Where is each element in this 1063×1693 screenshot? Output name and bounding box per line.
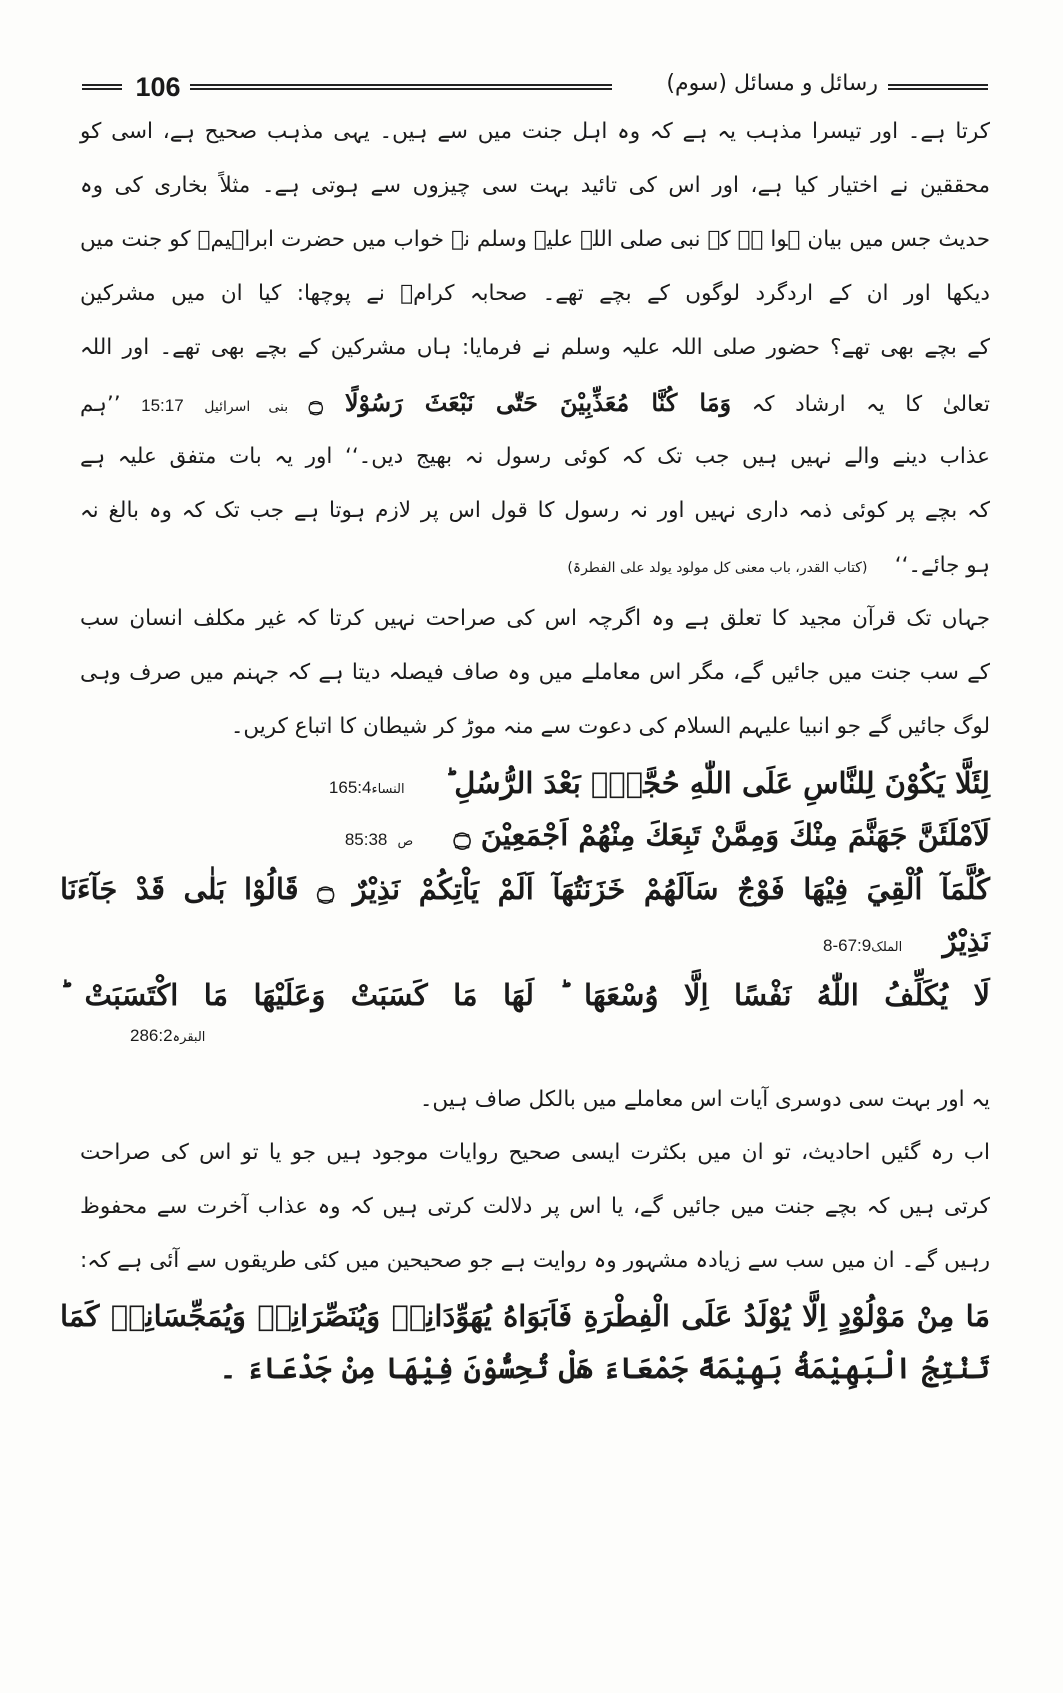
- verse-reference-number: 67:9-8: [822, 936, 872, 955]
- text-line: جہاں تک قرآن مجید کا تعلق ہے وہ اگرچہ اس کی صراحت نہیں کرتا کہ غیر مکلف انسان سب: [80, 606, 990, 631]
- text-line: عذاب دینے والے نہیں ہیں جب تک کہ کوئی رسول نہ بھیج دیں۔‘‘ اور یہ بات متفق علیہ ہے: [80, 444, 990, 469]
- quran-ayah-inline: وَمَا كُنَّا مُعَذِّبِيْنَ حَتّٰى نَبْعَثَ رَسُوْلًا ۝: [308, 388, 732, 417]
- verse-reference: [130, 1026, 205, 1046]
- text-line: حدیث جس میں بیان ہوا ہے کہ نبی صلی اللہ علیہ وسلم نے خواب میں حضرت ابراہیمؑ کو جنت میں: [80, 227, 990, 252]
- line-text: ہو جائے۔‘‘: [894, 553, 990, 578]
- verse-text: لِئَلَّا يَكُوْنَ لِلنَّاسِ عَلَى اللّٰهِ حُجَّةٌۢ بَعْدَ الرُّسُلِ ؕ: [445, 766, 990, 800]
- ayah-reference-number: 15:17: [141, 396, 184, 415]
- header-rule-left: [82, 84, 122, 90]
- text-line: کے بچے بھی تھے؟ حضور صلی اللہ علیہ وسلم نے فرمایا: ہاں مشرکین کے بچے بھی تھے۔ اور اللہ: [80, 335, 990, 360]
- header-rule-middle: [190, 84, 612, 90]
- running-title: رسائل و مسائل (سوم): [666, 71, 878, 96]
- text-line-last: [80, 546, 990, 588]
- verse-reference-surah: النساء: [371, 782, 405, 797]
- verse-text: نَذِيْرٌ: [942, 924, 990, 958]
- text-line: لوگ جائیں گے جو انبیا علیہم السلام کی دعوت سے منہ موڑ کر شیطان کا اتباع کریں۔: [230, 714, 990, 739]
- verse-reference-surah: ص: [397, 834, 414, 849]
- hadith-line: تَنْتِجُ الْبَهِيْمَةُ بَهِيْمَةً جَمْعَاءَ هَلْ تُحِسُّوْنَ فِيْهَا مِنْ جَدْعَاءَ ۔: [219, 1351, 990, 1385]
- verse-reference-number: 286:2: [130, 1026, 173, 1045]
- text-line: یہ اور بہت سی دوسری آیات اس معاملے میں بالکل صاف ہیں۔: [419, 1087, 990, 1112]
- verse-reference-number: 85:38: [344, 830, 388, 849]
- verse-reference-surah: الملک: [871, 940, 903, 955]
- text-line: دیکھا اور ان کے اردگرد لوگوں کے بچے تھے۔ صحابہ کرامؓ نے پوچھا: کیا ان میں مشرکین: [80, 281, 990, 306]
- verse-reference-number: 165:4: [328, 778, 372, 797]
- verse-line: كُلَّمَآ اُلْقِيَ فِيْهَا فَوْجٌ سَاَلَهُمْ خَزَنَتُهَآ اَلَمْ يَاْتِكُمْ نَذِيْرٌ ۝ قَالُوْا بَلٰى قَدْ جَآءَنَا: [60, 872, 990, 906]
- hadith-line: مَا مِنْ مَوْلُوْدٍ اِلَّا يُوْلَدُ عَلَى الْفِطْرَةِ فَاَبَوَاهُ يُهَوِّدَانِهٖ وَيُنَصِّرَانِهٖ وَيُمَجِّسَانِهٖ كَمَا: [60, 1299, 990, 1333]
- verse-line: [560, 918, 990, 971]
- text-line: کے سب جنت میں جائیں گے، مگر اس معاملے میں وہ صاف فیصلہ دیتا ہے کہ جہنم میں صرف وہی: [80, 660, 990, 685]
- text-line-with-ayah: [80, 383, 990, 427]
- quote-open: ’’ہم: [80, 392, 121, 417]
- hadith-source: (کتاب القدر، باب معنی کل مولود یولد علی الفطرۃ): [567, 560, 868, 576]
- page-number: 106: [135, 72, 181, 102]
- verse-line: [240, 760, 990, 813]
- text-line: کہ بچے پر کوئی ذمہ داری نہیں اور نہ رسول کا قول اس پر لازم ہوتا ہے جب تک کہ وہ بالغ نہ: [80, 498, 990, 523]
- verse-reference-surah: البقرہ: [172, 1030, 206, 1045]
- text-line: کرتی ہیں کہ بچے جنت میں جائیں گے، یا اس پر دلالت کرتی ہیں کہ وہ عذاب آخرت سے محفوظ: [80, 1194, 990, 1219]
- text-line: رہیں گے۔ ان میں سب سے زیادہ مشہور وہ روایت ہے جو صحیحین میں کئی طریقوں سے آئی ہے کہ:: [80, 1248, 990, 1273]
- verse-line: [170, 812, 990, 865]
- verse-line: لَا يُكَلِّفُ اللّٰهُ نَفْسًا اِلَّا وُسْعَهَا ؕ لَهَا مَا كَسَبَتْ وَعَلَيْهَا مَا اكْتَسَبَتْ ؕ: [60, 978, 990, 1012]
- text-line: کرتا ہے۔ اور تیسرا مذہب یہ ہے کہ وہ اہل جنت میں سے ہیں۔ یہی مذہب صحیح ہے، اسی کو: [80, 119, 990, 144]
- line-lead: تعالیٰ کا یہ ارشاد کہ: [751, 392, 990, 417]
- text-line: اب رہ گئیں احادیث، تو ان میں بکثرت ایسی صحیح روایات موجود ہیں جو یا تو اس کی صراحت: [80, 1140, 990, 1165]
- text-line: محققین نے اختیار کیا ہے، اور اس کی تائید بہت سی چیزوں سے ہوتی ہے۔ مثلاً بخاری کی وہ: [80, 173, 990, 198]
- verse-text: لَاَمْلَئَنَّ جَهَنَّمَ مِنْكَ وَمِمَّنْ تَبِعَكَ مِنْهُمْ اَجْمَعِيْنَ ۝: [453, 818, 990, 852]
- ayah-reference-surah: بنی اسرائیل: [204, 399, 289, 415]
- header-rule-right: [888, 84, 988, 90]
